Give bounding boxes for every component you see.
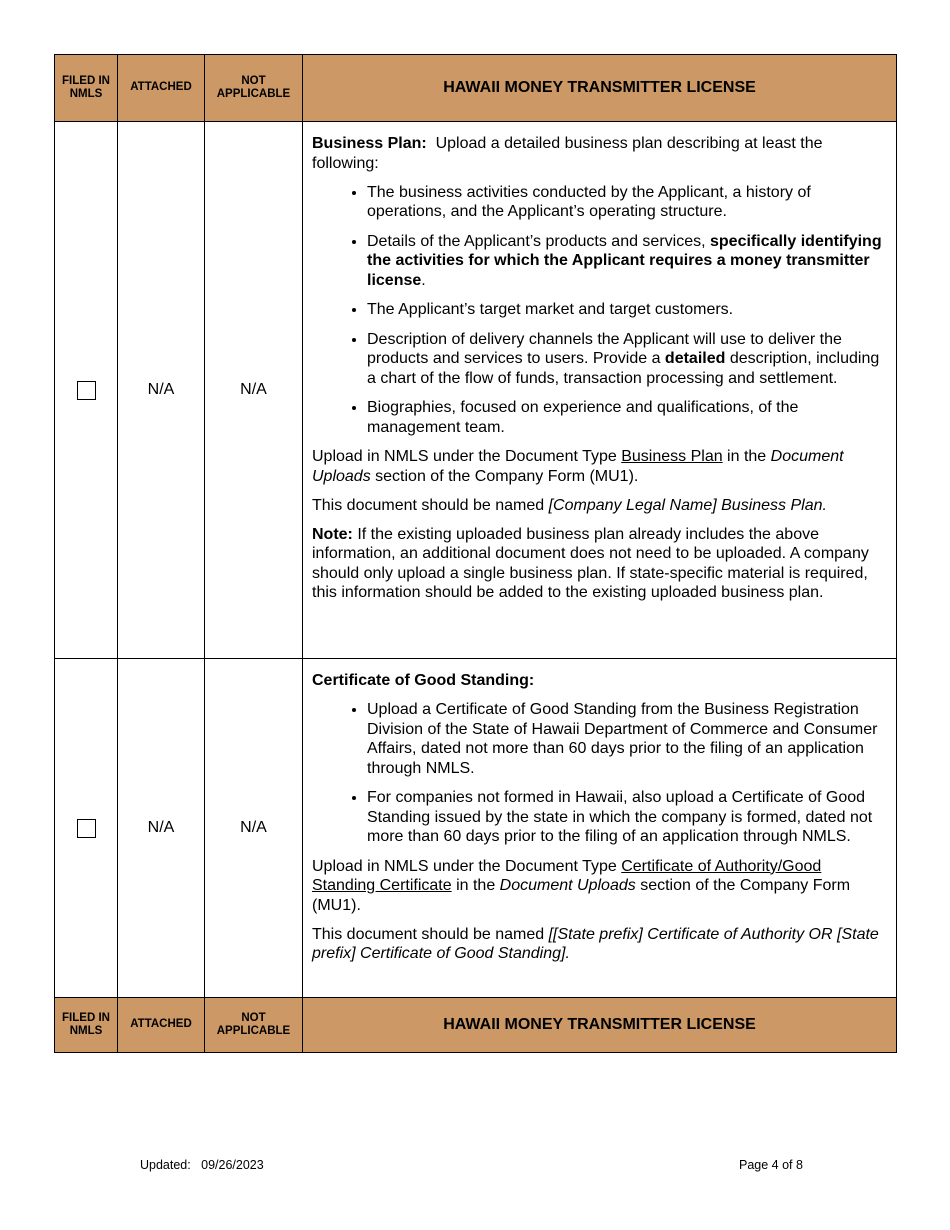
attached-cell: N/A bbox=[118, 122, 205, 659]
col-header-attached: ATTACHED bbox=[118, 55, 205, 122]
col-header-filed-in-nmls: FILED IN NMLS bbox=[55, 998, 118, 1053]
col-header-not-applicable: NOT APPLICABLE bbox=[205, 55, 303, 122]
table-footer-header-row bbox=[55, 998, 897, 1053]
requirement-heading: Business Plan: bbox=[312, 135, 427, 152]
requirement-description-good-standing bbox=[303, 659, 897, 998]
requirements-table bbox=[54, 54, 897, 1053]
table-row-good-standing bbox=[55, 659, 897, 998]
list-item: • Description of delivery channels the Applicant will use to deliver the products and services to users. Provide a detailed description, including a chart of the flow of funds, transaction processing and settlement. bbox=[367, 330, 886, 389]
not-applicable-cell: N/A bbox=[205, 122, 303, 659]
footer-updated-date: Updated: 09/26/2023 bbox=[140, 1158, 264, 1172]
document-type-name: Certificate of Authority/Good Standing Certificate bbox=[312, 857, 822, 894]
list-item: • Details of the Applicant’s products and services, specifically identifying the activities for which the Applicant requires a money transmitter license. bbox=[367, 232, 886, 291]
table-title: HAWAII MONEY TRANSMITTER LICENSE bbox=[303, 55, 897, 122]
list-item: • Biographies, focused on experience and qualifications, of the management team. bbox=[367, 398, 886, 437]
not-applicable-cell: N/A bbox=[205, 659, 303, 998]
table-header-row bbox=[55, 55, 897, 122]
attached-cell: N/A bbox=[118, 659, 205, 998]
list-item: • Upload a Certificate of Good Standing from the Business Registration Division of the State of Hawaii Department of Commerce and Consumer Affairs, dated not more than 60 days prior to the filing of an application through NMLS. bbox=[367, 700, 886, 778]
document-type-name: Business Plan bbox=[621, 448, 723, 465]
table-row-business-plan bbox=[55, 122, 897, 659]
requirement-intro: Upload a detailed business plan describing at least the following: bbox=[312, 135, 823, 172]
footer-page-number: Page 4 of 8 bbox=[739, 1158, 803, 1172]
requirement-description-business-plan bbox=[303, 122, 897, 659]
requirement-note: Note: If the existing uploaded business plan already includes the above information, an additional document does not need to be uploaded. A company should only upload a single business plan. If state-specific material is required, this information should be added to the existing uploaded business plan. bbox=[312, 525, 869, 601]
requirement-heading: Certificate of Good Standing: bbox=[312, 672, 535, 689]
filed-checkbox-business-plan[interactable] bbox=[77, 381, 96, 400]
upload-instructions: Upload in NMLS under the Document Type Business Plan in the Document Uploads section of the Company Form (MU1). bbox=[312, 448, 844, 485]
col-header-attached: ATTACHED bbox=[118, 998, 205, 1053]
upload-instructions: Upload in NMLS under the Document Type Certificate of Authority/Good Standing Certificate in the Document Uploads section of the Company Form (MU1). bbox=[312, 857, 851, 914]
filed-checkbox-good-standing[interactable] bbox=[77, 819, 96, 838]
document-naming: This document should be named [[State prefix] Certificate of Authority OR [State prefix] Certificate of Good Standing]. bbox=[312, 925, 879, 962]
requirement-bullet-list bbox=[312, 183, 886, 438]
list-item: • The Applicant’s target market and target customers. bbox=[367, 300, 886, 320]
list-item: • The business activities conducted by the Applicant, a history of operations, and the Applicant’s operating structure. bbox=[367, 183, 886, 222]
document-naming: This document should be named [Company Legal Name] Business Plan. bbox=[312, 496, 827, 514]
table-title: HAWAII MONEY TRANSMITTER LICENSE bbox=[303, 998, 897, 1053]
list-item: • For companies not formed in Hawaii, also upload a Certificate of Good Standing issued by the state in which the company is formed, dated not more than 60 days prior to the filing of an application through NMLS. bbox=[367, 788, 886, 847]
filed-cell bbox=[55, 659, 118, 998]
filed-cell bbox=[55, 122, 118, 659]
requirement-bullet-list bbox=[312, 700, 886, 847]
col-header-not-applicable: NOT APPLICABLE bbox=[205, 998, 303, 1053]
col-header-filed-in-nmls: FILED IN NMLS bbox=[55, 55, 118, 122]
